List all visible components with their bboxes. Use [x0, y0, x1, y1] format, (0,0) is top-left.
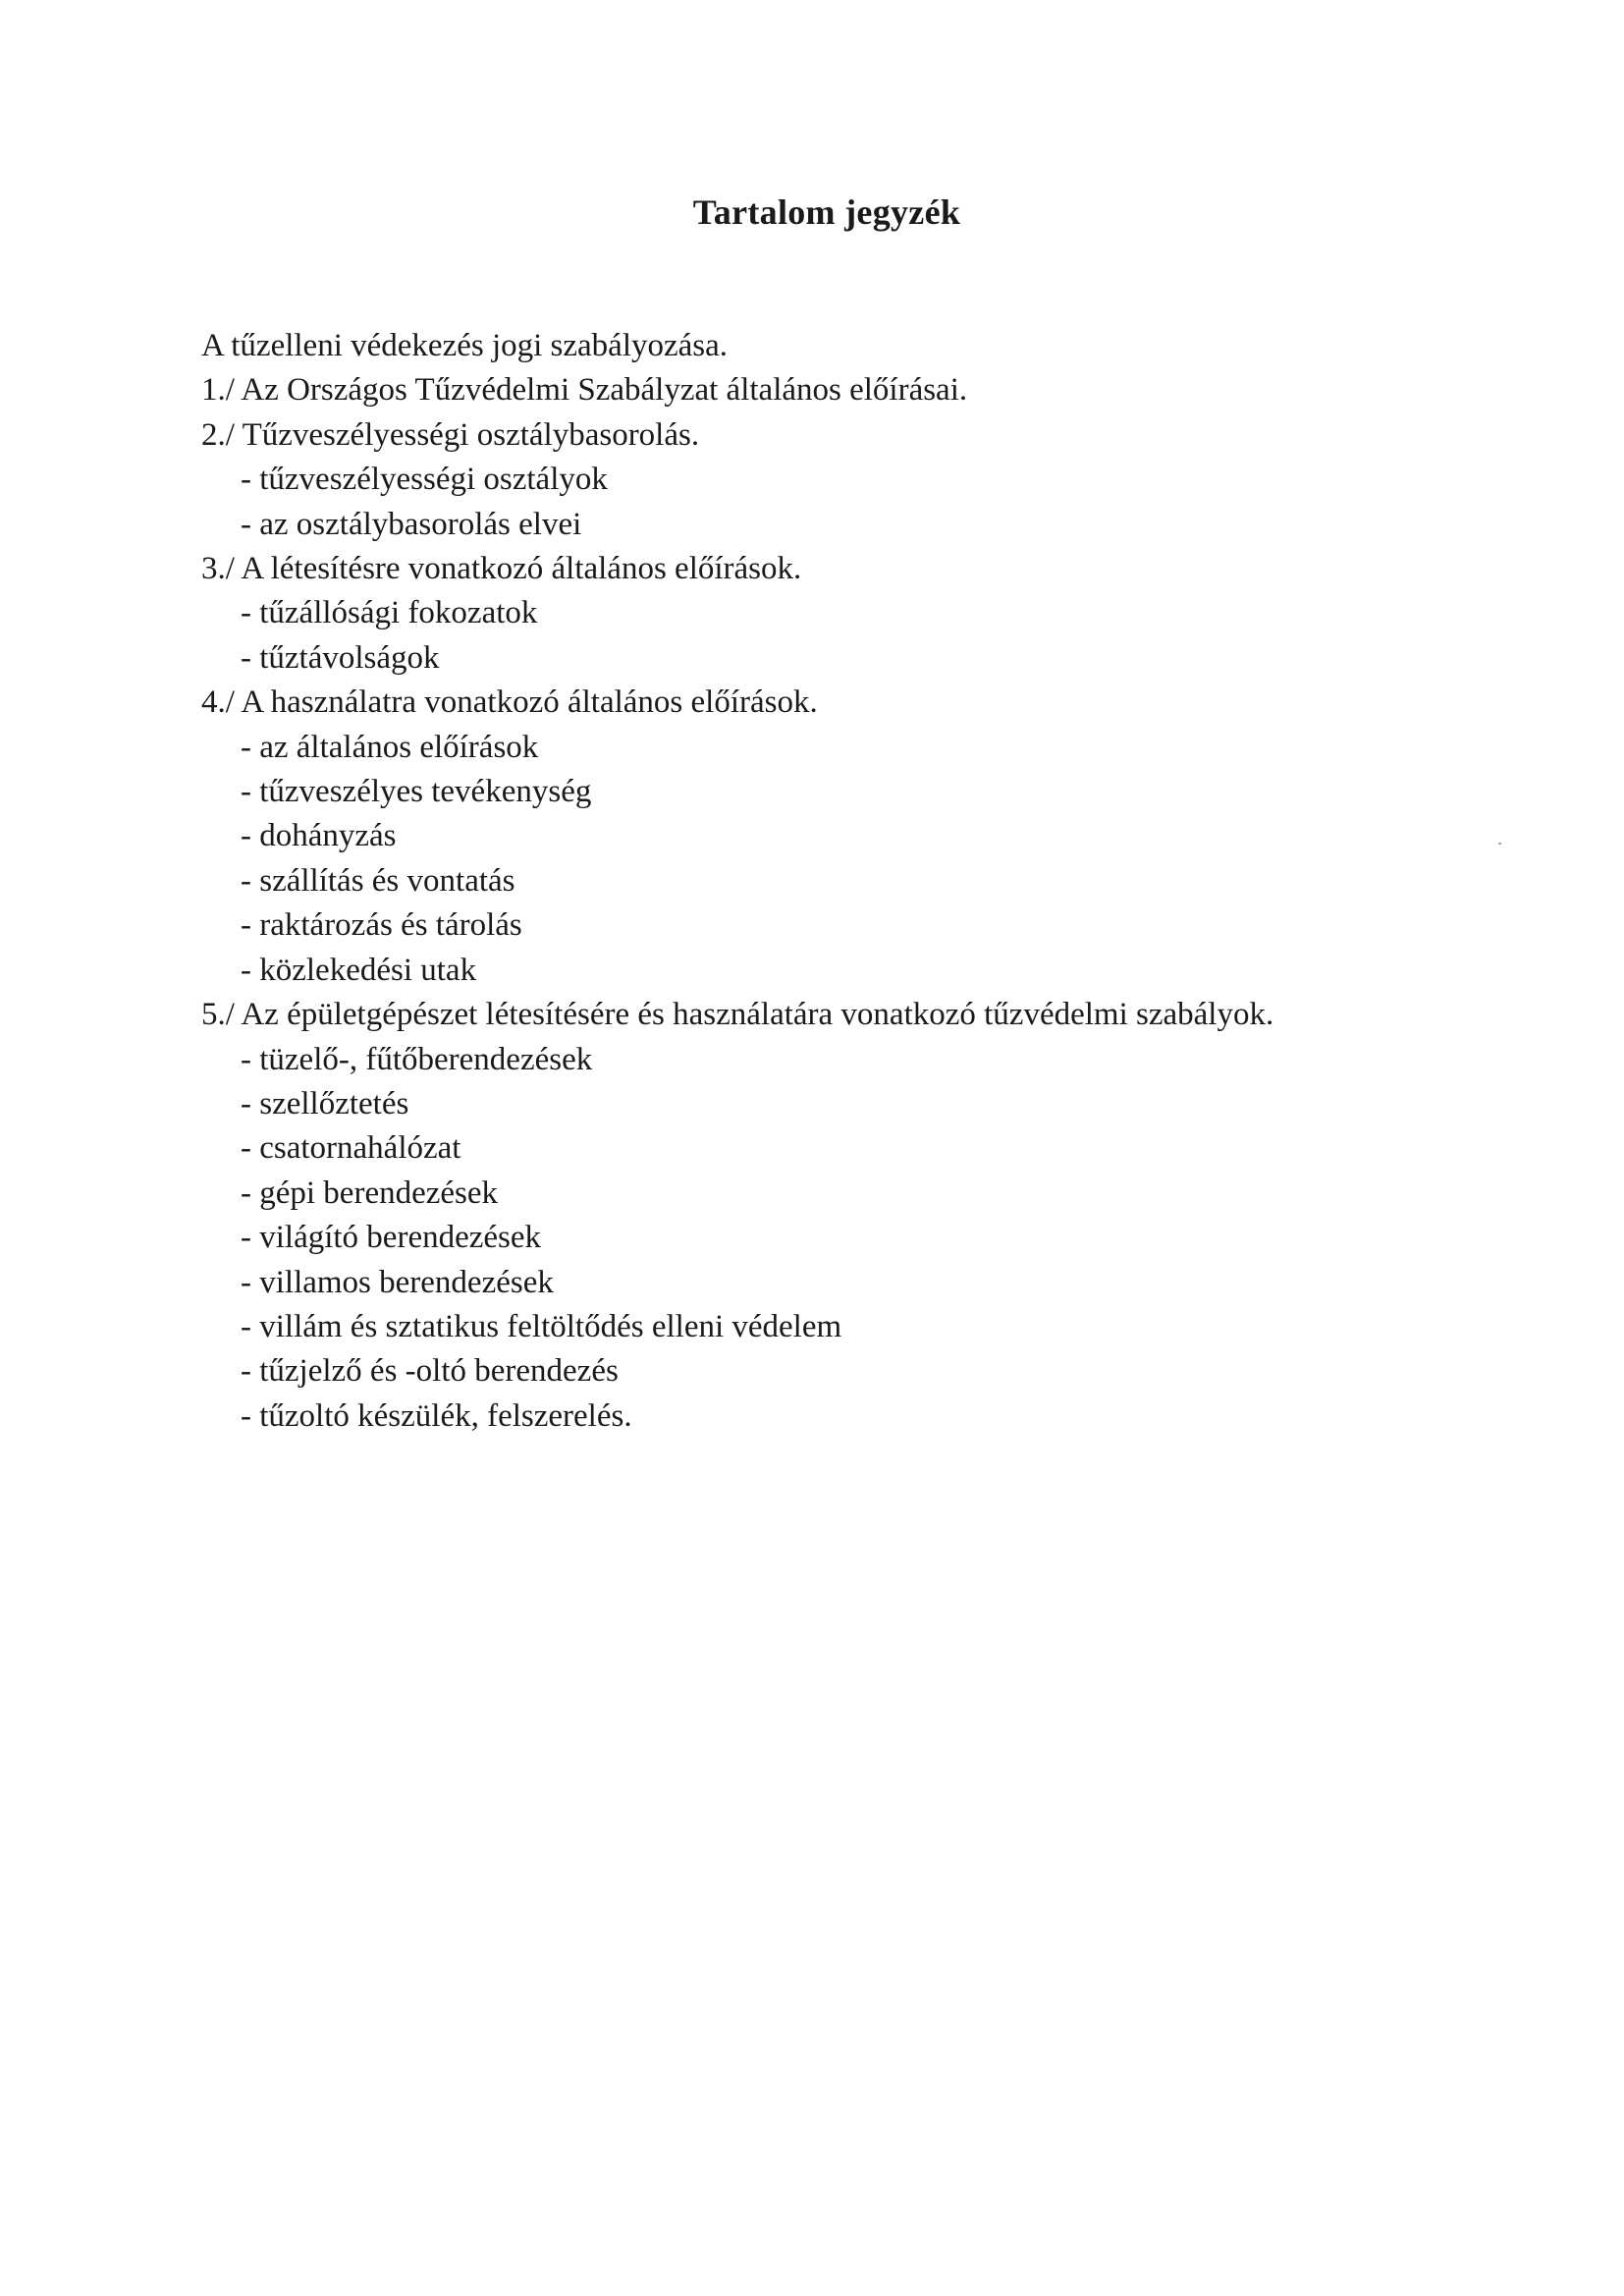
- toc-subentry: - tűzjelző és -oltó berendezés: [241, 1353, 619, 1390]
- toc-subentry: - szállítás és vontatás: [241, 862, 515, 899]
- toc-subentry: - az általános előírások: [241, 729, 539, 765]
- toc-subentry: - csatornahálózat: [241, 1130, 461, 1167]
- toc-subentry: - villamos berendezések: [241, 1264, 554, 1300]
- toc-subentry: - tűztávolságok: [241, 639, 440, 676]
- toc-entry-chapter-2: 2./ Tűzveszélyességi osztálybasorolás.: [201, 416, 700, 453]
- toc-entry-intro: A tűzelleni védekezés jogi szabályozása.: [201, 328, 729, 363]
- toc-entry-chapter-4: 4./ A használatra vonatkozó általános előírások.: [201, 684, 818, 721]
- toc-subentry: - tűzveszélyességi osztályok: [241, 462, 608, 498]
- toc-subentry: - tűzállósági fokozatok: [241, 595, 538, 631]
- toc-subentry: - tüzelő-, fűtőberendezések: [241, 1041, 593, 1077]
- scan-speck: [1498, 843, 1501, 845]
- toc-entry-chapter-5: 5./ Az épületgépészet létesítésére és használatára vonatkozó tűzvédelmi szabályok.: [201, 997, 1274, 1033]
- toc-subentry: - gépi berendezések: [241, 1175, 499, 1211]
- page-title: Tartalom jegyzék: [692, 192, 961, 232]
- toc-subentry: - dohányzás: [241, 818, 397, 854]
- toc-subentry: - világító berendezések: [241, 1220, 542, 1256]
- table-of-contents: [201, 324, 1380, 1439]
- toc-subentry: - villám és sztatikus feltöltődés elleni védelem: [241, 1308, 842, 1344]
- toc-subentry: - tűzveszélyes tevékenység: [241, 774, 592, 810]
- toc-subentry: - közlekedési utak: [241, 952, 477, 988]
- toc-subentry: - szellőztetés: [241, 1085, 409, 1121]
- toc-subentry: - tűzoltó készülék, felszerelés.: [241, 1397, 632, 1434]
- toc-subentry: - raktározás és tárolás: [241, 907, 522, 944]
- toc-entry-chapter-1: 1./ Az Országos Tűzvédelmi Szabályzat általános előírásai.: [201, 372, 968, 409]
- toc-entry-chapter-3: 3./ A létesítésre vonatkozó általános előírások.: [201, 551, 802, 587]
- toc-subentry: - az osztálybasorolás elvei: [241, 506, 582, 542]
